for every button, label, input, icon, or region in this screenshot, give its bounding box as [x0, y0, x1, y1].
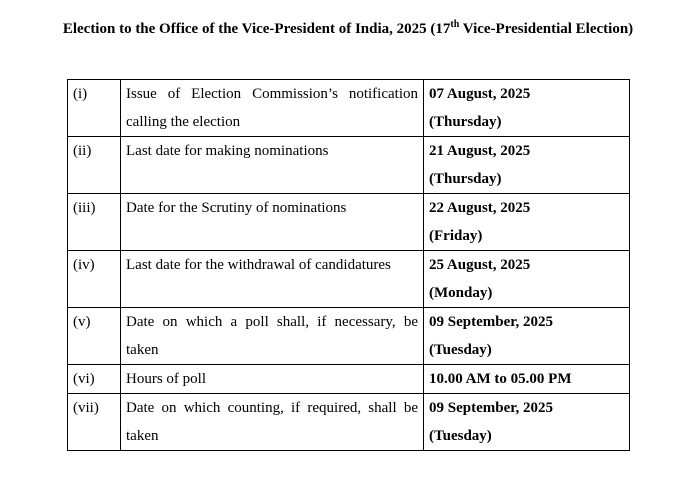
row-day: (Thursday)	[429, 171, 502, 187]
row-date: 07 August, 2025	[429, 86, 531, 102]
row-date-cell	[424, 394, 630, 451]
row-number: (vi)	[68, 365, 121, 394]
row-number: (ii)	[68, 137, 121, 194]
row-number: (vii)	[68, 394, 121, 451]
row-date: 10.00 AM to 05.00 PM	[429, 371, 572, 387]
table-row	[68, 365, 630, 394]
table-row	[68, 137, 630, 194]
row-description: Date on which a poll shall, if necessary, be taken	[121, 308, 424, 365]
election-schedule-table	[67, 79, 630, 451]
title-main-text: Election to the Office of the Vice-President of India, 2025 (17	[62, 21, 451, 37]
row-description: Issue of Election Commission’s notification calling the election	[121, 80, 424, 137]
row-number: (i)	[68, 80, 121, 137]
row-date-cell	[424, 194, 630, 251]
row-date: 09 September, 2025	[429, 400, 554, 416]
table-row	[68, 308, 630, 365]
document-title	[0, 19, 696, 39]
row-date-cell	[424, 80, 630, 137]
table-row	[68, 80, 630, 137]
row-date-cell	[424, 137, 630, 194]
row-number: (v)	[68, 308, 121, 365]
table-row	[68, 194, 630, 251]
row-number: (iv)	[68, 251, 121, 308]
row-date: 21 August, 2025	[429, 143, 531, 159]
row-day: (Friday)	[429, 228, 483, 244]
row-description: Last date for the withdrawal of candidatures	[121, 251, 424, 308]
row-day: (Tuesday)	[429, 428, 492, 444]
row-day: (Monday)	[429, 285, 493, 301]
title-superscript: th	[450, 19, 460, 30]
row-day: (Tuesday)	[429, 342, 492, 358]
table-row	[68, 251, 630, 308]
row-description: Hours of poll	[121, 365, 424, 394]
row-description: Date for the Scrutiny of nominations	[121, 194, 424, 251]
row-description: Last date for making nominations	[121, 137, 424, 194]
table-row	[68, 394, 630, 451]
title-trailing-text: Vice-Presidential Election)	[459, 21, 634, 37]
row-date-cell	[424, 251, 630, 308]
row-day: (Thursday)	[429, 114, 502, 130]
row-date-cell	[424, 365, 630, 394]
row-date-cell	[424, 308, 630, 365]
row-number: (iii)	[68, 194, 121, 251]
row-date: 22 August, 2025	[429, 200, 531, 216]
row-date: 25 August, 2025	[429, 257, 531, 273]
row-date: 09 September, 2025	[429, 314, 554, 330]
row-description: Date on which counting, if required, shall be taken	[121, 394, 424, 451]
